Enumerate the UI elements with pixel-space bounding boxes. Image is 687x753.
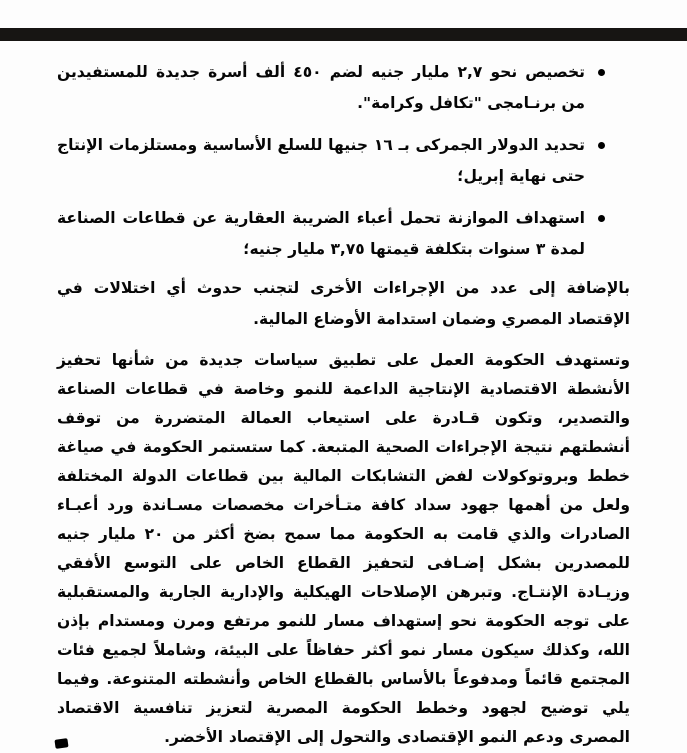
bullet-list bbox=[57, 57, 630, 265]
bullet-item bbox=[57, 57, 630, 119]
closing-note-paragraph: بالإضافة إلى عدد من الإجراءات الأخرى لتجنب حدوث أي اختلالات في الإقتصاد المصري وضمان استدامة الأوضاع المالية. bbox=[57, 279, 630, 328]
body-paragraph: وتستهدف الحكومة العمل على تطبيق سياسات جديدة من شأنها تحفيز الأنشطة الاقتصادية الإنتاجية الداعمة للنمو وخاصة في قطاعات الصناعة والتصدير، وتكون قـادرة على استيعاب العمالة المتضررة من توقف أنشطتهم نتيجة الإجراءات الصحية المتبعة. كما ستستمر الحكومة في صياغة خطط وبروتوكولات لفض التشابكات المالية بين قطاعات الدولة المختلفة ولعل من أهمها جهود سداد كافة متـأخرات مخصصات مسـاندة ورد أعبـاء الصادرات والذي قامت به الحكومة مما سمح بضخ أكثر من ٢٠ مليار جنيه للمصدرين بشكل إضـافى لتحفيز القطاع الخاص على التوسع الأفقي وزيـادة الإنتـاج. وتبرهن الإصلاحات الهيكلية والإدارية الجارية والمستقبلية على توجه الحكومة نحو إستهداف مسار للنمو مرتفع ومرن ومستدام بإذن الله، وكذلك سيكون مسار نمو أكثر حفاظاً على البيئة، وشاملاً لجميع فئات المجتمع قائماً ومدفوعاً بالأساس بالقطاع الخاص وأنشطته المتنوعة. وفيما يلي توضيح لجهود وخطط الحكومة المصرية لتعزيز تنافسية الاقتصاد المصرى ودعم النمو الإقتصادى والتحول إلى الإقتصاد الأخضر. bbox=[57, 351, 631, 746]
bullet-item bbox=[57, 203, 630, 265]
scan-artifact-bottom-mark bbox=[54, 738, 68, 749]
document-content bbox=[57, 57, 630, 752]
scan-artifact-top-bar bbox=[0, 28, 687, 41]
bullet-icon bbox=[598, 69, 605, 76]
bullet-text: استهداف الموازنة تحمل أعباء الضريبة العقارية عن قطاعات الصناعة لمدة ٣ سنوات بتكلفة قيمتها ٣,٧٥ مليار جنيه؛ bbox=[57, 209, 585, 258]
bullet-item bbox=[57, 130, 630, 192]
bullet-text: تحديد الدولار الجمركى بـ ١٦ جنيها للسلع الأساسية ومستلزمات الإنتاج حتى نهاية إبريل؛ bbox=[57, 136, 586, 185]
bullet-icon bbox=[598, 215, 605, 222]
bullet-text: تخصيص نحو ٢,٧ مليار جنيه لضم ٤٥٠ ألف أسرة جديدة للمستفيدين من برنـامجى "تكافل وكرامة". bbox=[57, 63, 585, 112]
bullet-icon bbox=[598, 142, 605, 149]
